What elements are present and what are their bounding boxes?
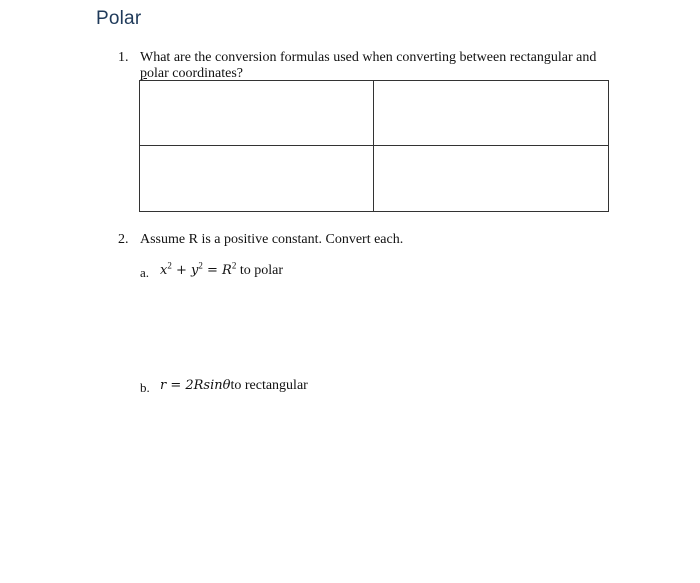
question-1-line-1: What are the conversion formulas used when converting between rectangular and — [140, 50, 597, 65]
part-b-suffix: to rectangular — [230, 378, 308, 393]
part-a-label: a. — [140, 265, 150, 280]
part-b-expression — [160, 378, 308, 394]
question-2-text: Assume R is a positive constant. Convert each. — [140, 232, 404, 247]
part-a-plus: + — [171, 263, 192, 278]
part-a-x-exponent: 2 — [167, 260, 172, 271]
question-1-number: 1. — [118, 50, 129, 65]
question-1-line-2-underlined: p — [140, 66, 147, 81]
answer-cell[interactable] — [374, 81, 608, 146]
question-1-text — [140, 50, 610, 82]
answer-cell[interactable] — [140, 146, 374, 211]
part-a-R-exponent: 2 — [231, 260, 237, 271]
question-1-line-2: olar coordinates? — [147, 66, 244, 81]
part-b-label: b. — [140, 380, 150, 395]
part-a-x: x — [160, 263, 168, 278]
part-a-equals: = — [202, 263, 223, 278]
part-a-y-exponent: 2 — [198, 260, 203, 271]
part-a-suffix: to polar — [236, 263, 283, 278]
part-a-R: R — [222, 263, 232, 278]
question-2-number: 2. — [118, 232, 129, 247]
part-b-math: r = 2Rsinθ — [160, 378, 231, 393]
answer-cell[interactable] — [140, 81, 374, 146]
answer-table — [139, 80, 609, 212]
page-title: Polar — [96, 8, 142, 29]
part-a-y: y — [191, 263, 199, 278]
part-a-expression — [160, 260, 283, 279]
answer-cell[interactable] — [374, 146, 608, 211]
